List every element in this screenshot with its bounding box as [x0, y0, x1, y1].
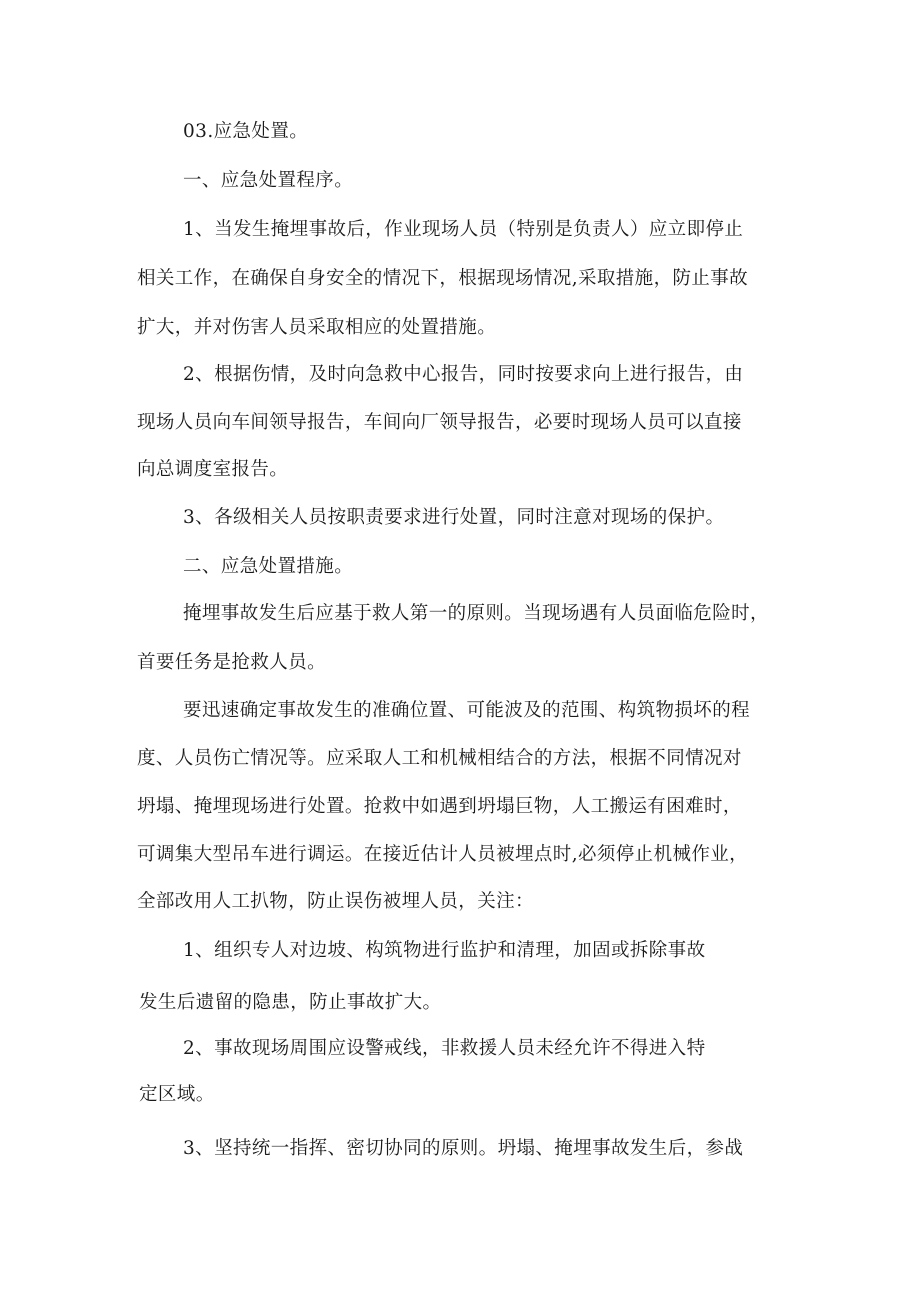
section-2-item-2-line-1: 2、事故现场周围应设警戒线，非救援人员未经允许不得进入特	[183, 1038, 706, 1059]
section-2-item-1-line-2: 发生后遗留的隐患，防止事故扩大。	[139, 992, 442, 1013]
section-2-item-2-line-2: 定区域。	[139, 1084, 215, 1105]
section-2-para-1-line-2: 首要任务是抢救人员。	[137, 652, 327, 673]
section-1-item-2-line-2: 现场人员向车间领导报告，车间向厂领导报告，必要时现场人员可以直接	[137, 412, 742, 433]
document-heading: 03.应急处置。	[183, 121, 309, 142]
section-2-para-1-line-1: 掩埋事故发生后应基于救人第一的原则。当现场遇有人员面临危险时，	[183, 603, 769, 624]
section-2-para-2-line-4: 可调集大型吊车进行调运。在接近估计人员被埋点时,必须停止机械作业，	[137, 844, 749, 865]
section-1-title: 一、应急处置程序。	[183, 170, 354, 191]
section-2-para-2-line-5: 全部改用人工扒物，防止误伤被埋人员，关注：	[137, 891, 534, 912]
section-2-para-2-line-1: 要迅速确定事故发生的准确位置、可能波及的范围、构筑物损坏的程	[183, 700, 751, 721]
section-1-item-1-line-3: 扩大，并对伤害人员采取相应的处置措施。	[137, 317, 497, 338]
section-2-title: 二、应急处置措施。	[183, 556, 354, 577]
section-2-item-1-line-1: 1、组织专人对边坡、构筑物进行监护和清理，加固或拆除事故	[183, 940, 706, 961]
section-1-item-2-line-1: 2、根据伤情，及时向急救中心报告，同时按要求向上进行报告，由	[183, 364, 744, 385]
section-2-item-3-line-1: 3、坚持统一指挥、密切协同的原则。坍塌、掩埋事故发生后，参战	[183, 1138, 744, 1159]
section-1-item-1-line-2: 相关工作，在确保自身安全的情况下，根据现场情况,采取措施，防止事故	[137, 268, 749, 289]
section-1-item-2-line-3: 向总调度室报告。	[137, 459, 289, 480]
section-2-para-2-line-2: 度、人员伤亡情况等。应采取人工和机械相结合的方法，根据不同情况对	[137, 748, 742, 769]
section-1-item-3-line-1: 3、各级相关人员按职责要求进行处置，同时注意对现场的保护。	[183, 507, 725, 528]
section-2-para-2-line-3: 坍塌、掩埋现场进行处置。抢救中如遇到坍塌巨物，人工搬运有困难时，	[137, 796, 742, 817]
section-1-item-1-line-1: 1、当发生掩埋事故后，作业现场人员（特别是负责人）应立即停止	[183, 219, 744, 240]
